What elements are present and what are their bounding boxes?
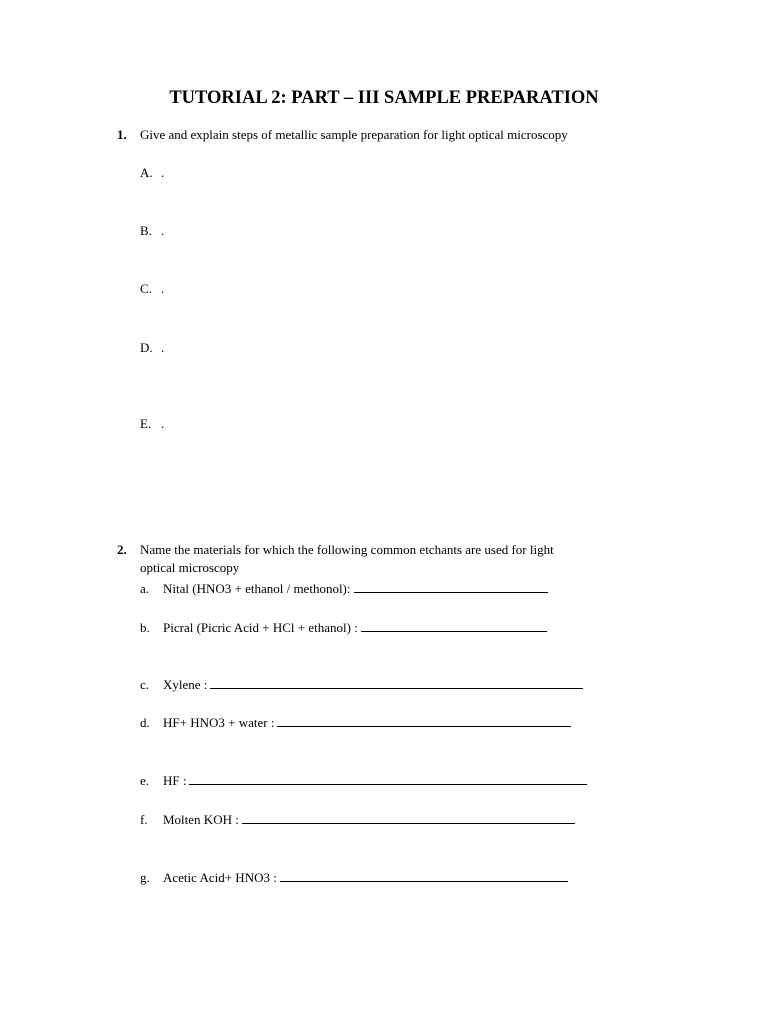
answer-blank[interactable] bbox=[277, 715, 571, 727]
etchant-label: b. bbox=[140, 620, 150, 635]
etchant-name: Nital (HNO3 + ethanol / methonol): bbox=[163, 581, 351, 596]
question-1-text: Give and explain steps of metallic sample preparation for light optical microscopy bbox=[140, 127, 568, 142]
question-2-text bbox=[140, 541, 554, 577]
etchant-name: HF+ HNO3 + water : bbox=[163, 715, 275, 730]
step-b bbox=[140, 223, 165, 239]
step-answer: . bbox=[161, 416, 165, 431]
question-1-number: 1. bbox=[117, 127, 127, 142]
etchant-label: g. bbox=[140, 870, 150, 885]
etchant-item-a bbox=[140, 581, 548, 597]
page-title: TUTORIAL 2: PART – III SAMPLE PREPARATION bbox=[169, 88, 599, 108]
answer-blank[interactable] bbox=[280, 870, 568, 882]
etchant-name: HF : bbox=[163, 773, 187, 788]
answer-blank[interactable] bbox=[354, 581, 548, 593]
etchant-item-f bbox=[140, 812, 575, 828]
etchant-name: Acetic Acid+ HNO3 : bbox=[163, 870, 277, 885]
step-label: A. bbox=[140, 165, 153, 180]
step-answer: . bbox=[161, 340, 165, 355]
etchant-label: a. bbox=[140, 581, 150, 596]
etchant-name: Picral (Picric Acid + HCl + ethanol) : bbox=[163, 620, 358, 635]
etchant-name: Molten KOH : bbox=[163, 812, 239, 827]
etchant-item-e bbox=[140, 773, 587, 789]
etchant-item-g bbox=[140, 870, 568, 886]
step-e bbox=[140, 416, 165, 432]
answer-blank[interactable] bbox=[189, 773, 587, 785]
question-2-number: 2. bbox=[117, 542, 127, 557]
etchant-name: Xylene : bbox=[163, 677, 208, 692]
etchant-label: d. bbox=[140, 715, 150, 730]
question-2-text-line-2: optical microscopy bbox=[140, 560, 240, 575]
etchant-item-d bbox=[140, 715, 571, 731]
step-label: D. bbox=[140, 340, 153, 355]
step-d bbox=[140, 340, 165, 356]
step-label: B. bbox=[140, 223, 152, 238]
answer-blank[interactable] bbox=[361, 620, 547, 632]
answer-blank[interactable] bbox=[242, 812, 575, 824]
etchant-label: c. bbox=[140, 677, 150, 692]
etchant-label: f. bbox=[140, 812, 148, 827]
step-answer: . bbox=[161, 223, 165, 238]
step-answer: . bbox=[161, 165, 165, 180]
question-2-text-line-1: Name the materials for which the following common etchants are used for light bbox=[140, 542, 554, 557]
step-c bbox=[140, 281, 165, 297]
etchant-item-c bbox=[140, 677, 583, 693]
step-a bbox=[140, 165, 165, 181]
etchant-label: e. bbox=[140, 773, 150, 788]
step-label: C. bbox=[140, 281, 152, 296]
answer-blank[interactable] bbox=[210, 677, 583, 689]
step-answer: . bbox=[161, 281, 165, 296]
etchant-item-b bbox=[140, 620, 547, 636]
step-label: E. bbox=[140, 416, 152, 431]
